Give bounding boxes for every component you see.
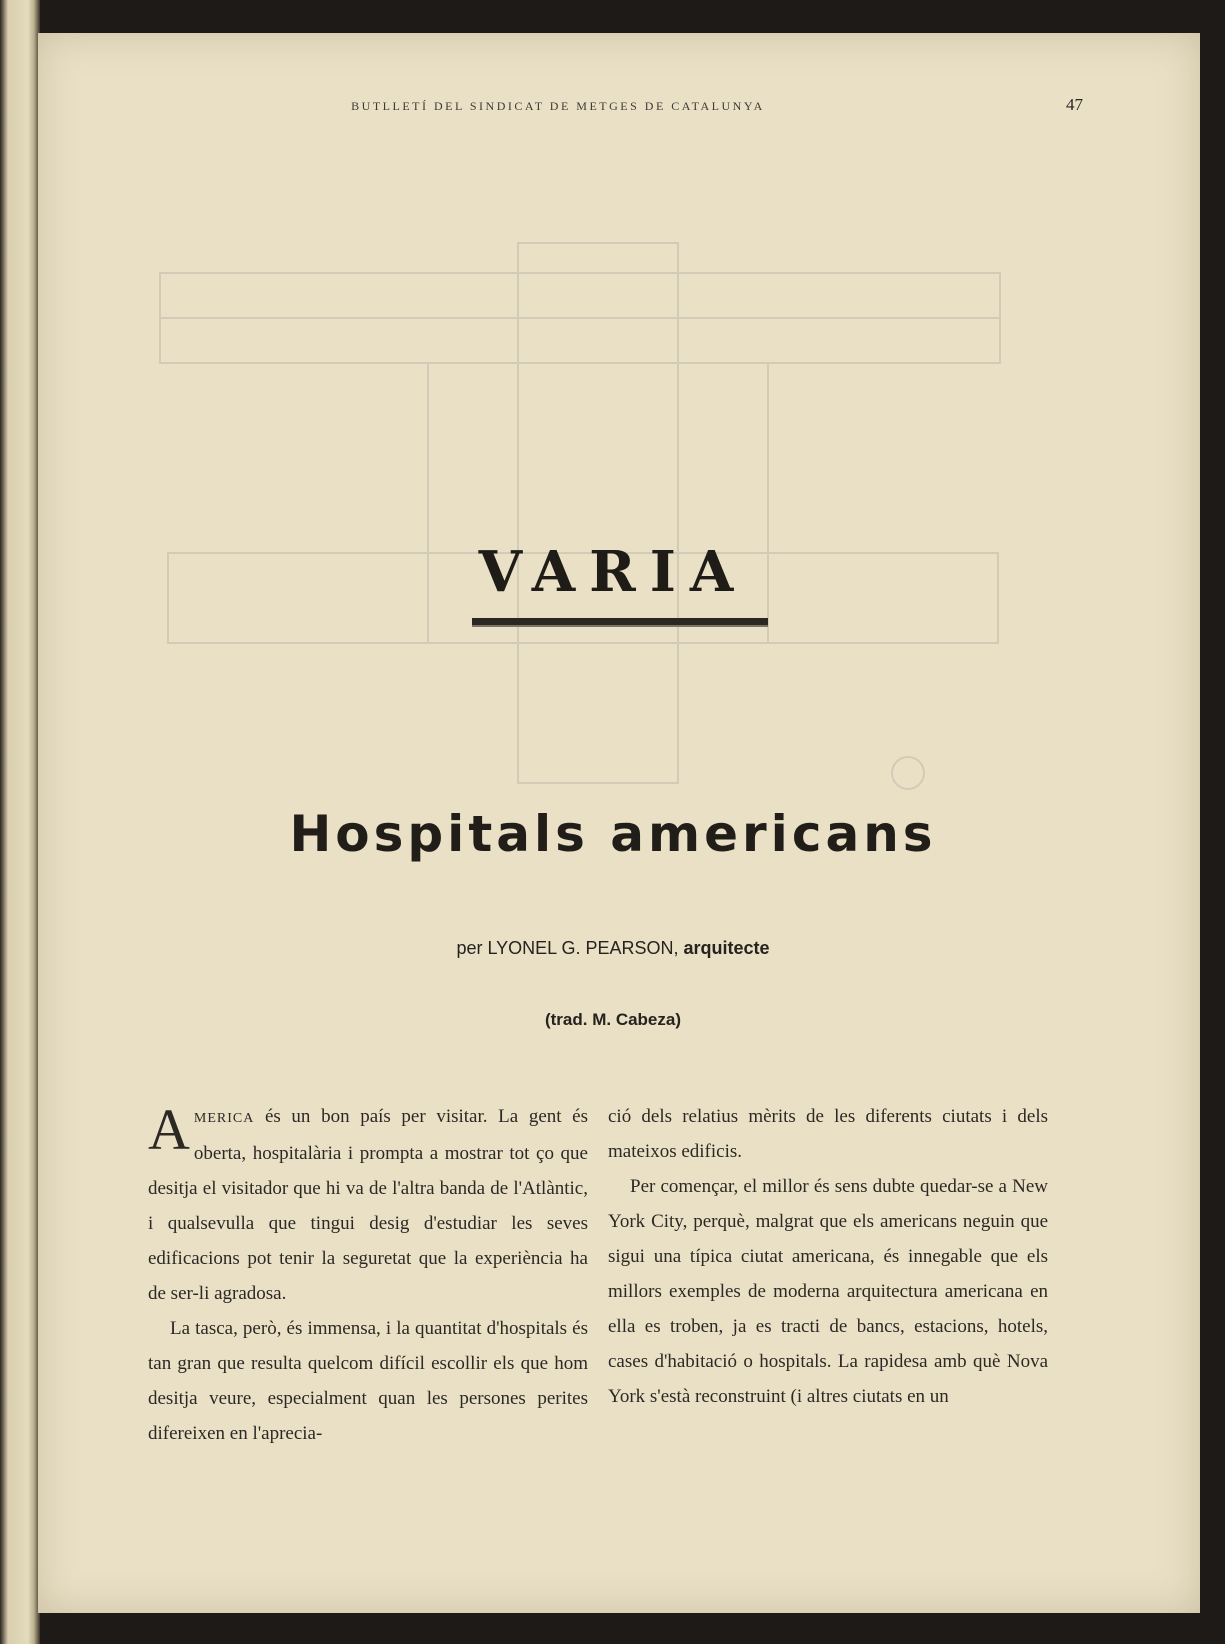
- paragraph: ció dels relatius mèrits de les diferents ciutats i dels mateixos edificis.: [608, 1106, 1048, 1162]
- show-through-floor-plan: [158, 213, 1038, 833]
- document-page: [38, 33, 1200, 1613]
- paragraph-text: és un bon país per visitar. La gent és oberta, hospitalària i prompta a mostrar tot ço que desitja el visitador que hi va de l'altra banda de l'Atlàntic, i qualsevulla que tingui desig d'estudiar les seves edificacions pot tenir la seguretat que la experiència ha de ser-li agradosa.: [148, 1106, 588, 1304]
- drop-cap: A: [148, 1097, 190, 1162]
- paragraph: Per començar, el millor és sens dubte quedar-se a New York City, perquè, malgrat que els americans neguin que sigui una típica ciutat americana, és innegable que els millors exemples de moderna arquitectura americana en ella es troben, ja es tracti de bancs, estacions, hotels, cases d'habitació o hospitals. La rapidesa amb què Nova York s'està reconstruint (i altres ciutats en un: [608, 1176, 1048, 1407]
- article-title: Hospitals americans: [289, 805, 937, 863]
- text-column-left: [148, 1099, 588, 1451]
- translator-credit: (trad. M. Cabeza): [544, 1010, 682, 1029]
- byline-role: arquitecte: [683, 938, 770, 958]
- opening-word: MERICA: [193, 1111, 255, 1126]
- section-title: VARIA: [478, 539, 748, 605]
- byline: [38, 938, 1188, 959]
- paragraph: La tasca, però, és immensa, i la quantitat d'hospitals és tan gran que resulta quelcom difícil escollir els que hom desitja veure, especialment quan les persones perites difereixen en l'aprecia-: [148, 1318, 588, 1444]
- scan-left-edge: [0, 0, 40, 1644]
- section-title-rule: [472, 618, 768, 627]
- running-head: BUTLLETÍ DEL SINDICAT DE METGES DE CATALUNYA: [351, 99, 765, 113]
- byline-author: per LYONEL G. PEARSON,: [456, 938, 684, 958]
- text-column-right: [608, 1099, 1048, 1414]
- paragraph: [148, 1099, 588, 1311]
- page-number: 47: [1066, 95, 1083, 114]
